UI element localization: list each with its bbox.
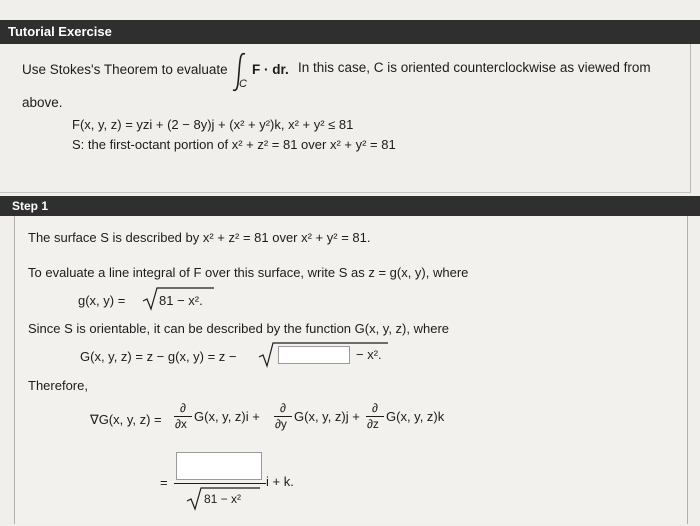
G-definition-lhs: G(x, y, z) = z − g(x, y) = z − <box>80 349 237 364</box>
denominator-radicand: 81 − x² <box>204 492 242 506</box>
partial-x-denominator: ∂x <box>175 417 187 431</box>
result-equals: = <box>160 475 168 490</box>
integrand: F · dr. <box>252 62 289 77</box>
gradient-term-i: G(x, y, z)i + <box>194 409 260 424</box>
result-suffix: i + k. <box>266 474 294 489</box>
therefore-label: Therefore, <box>28 378 88 393</box>
result-fraction-bar <box>174 483 266 484</box>
problem-intro-suffix: In this case, C is oriented counterclockwise as viewed from <box>298 60 651 75</box>
g-radicand: 81 − x². <box>159 293 203 308</box>
partial-z-denominator: ∂z <box>367 417 379 431</box>
gradient-term-j: G(x, y, z)j + <box>294 409 360 424</box>
partial-z-numerator: ∂ <box>372 401 378 415</box>
fraction-bar <box>366 416 384 417</box>
surface-equation: S: the first-octant portion of x² + z² = 81 over x² + y² = 81 <box>72 137 396 152</box>
gradient-term-k: G(x, y, z)k <box>386 409 445 424</box>
partial-y-numerator: ∂ <box>280 401 286 415</box>
partial-y-denominator: ∂y <box>275 417 287 431</box>
vector-field-equation: F(x, y, z) = yzi + (2 − 8y)j + (x² + y²)k, x² + y² ≤ 81 <box>72 117 354 132</box>
tutorial-title: Tutorial Exercise <box>8 24 112 39</box>
G-after-box: − x². <box>356 347 382 362</box>
step-panel <box>14 216 688 524</box>
step-header <box>0 196 700 216</box>
step-line-orientable: Since S is orientable, it can be described by the function G(x, y, z), where <box>28 321 450 336</box>
step-label: Step 1 <box>12 199 49 213</box>
g-definition-lhs: g(x, y) = <box>78 293 126 308</box>
step-line-line-integral: To evaluate a line integral of F over this surface, write S as z = g(x, y), where <box>28 265 469 280</box>
problem-intro-line2: above. <box>22 95 63 110</box>
tutorial-header <box>0 20 700 44</box>
step-line-surface: The surface S is described by x² + z² = 81 over x² + y² = 81. <box>28 230 371 245</box>
G-radicand-input[interactable] <box>278 346 350 364</box>
gradient-lhs: ∇G(x, y, z) = <box>90 412 162 427</box>
problem-intro-prefix: Use Stokes's Theorem to evaluate <box>22 62 228 77</box>
numerator-input[interactable] <box>176 452 262 480</box>
partial-x-numerator: ∂ <box>180 401 186 415</box>
integral-subscript: C <box>239 78 247 90</box>
